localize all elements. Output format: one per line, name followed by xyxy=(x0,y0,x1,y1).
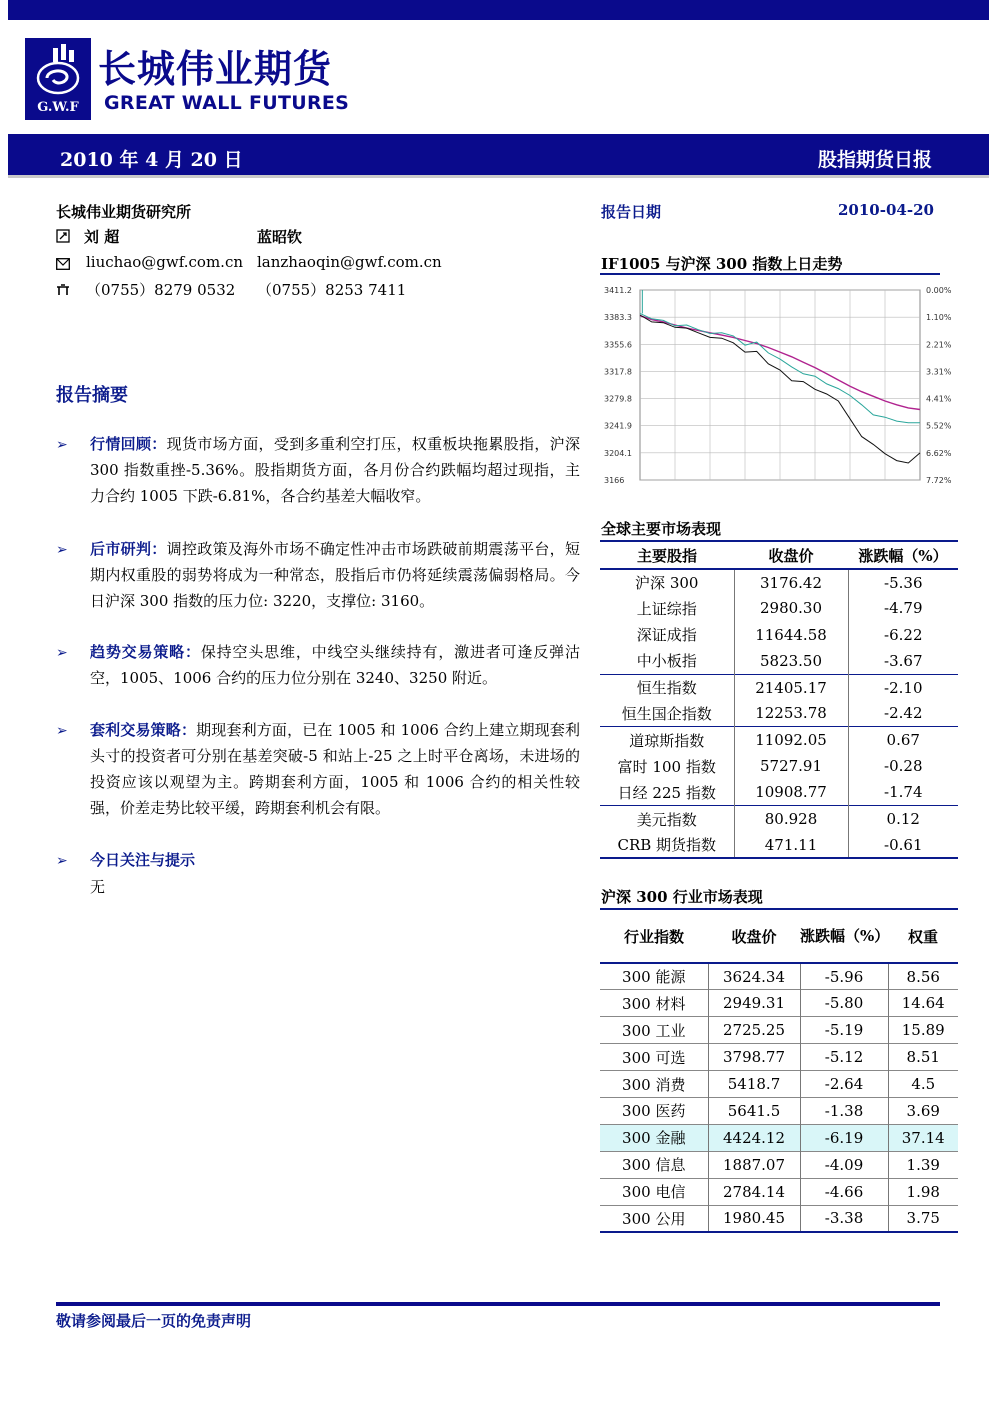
close-price: 471.11 xyxy=(734,832,848,858)
weight: 14.64 xyxy=(901,994,945,1013)
close-price: 80.928 xyxy=(734,806,848,832)
close-price: 2980.30 xyxy=(734,595,848,621)
sector-name: 300 能源 xyxy=(600,963,708,990)
change-pct: -5.19 xyxy=(800,1017,888,1044)
bullet-arrow-icon: ➢ xyxy=(56,723,68,739)
sector-name: 300 工业 xyxy=(600,1017,708,1044)
company-name-cn: 长城伟业期货 xyxy=(98,47,333,91)
weight: 1.98 xyxy=(906,1182,940,1201)
index-name: CRB 期货指数 xyxy=(600,832,734,858)
logo-badge xyxy=(25,38,91,120)
table-row xyxy=(600,595,958,621)
change-pct: -2.64 xyxy=(800,1071,888,1098)
author-1: 刘 超 xyxy=(84,228,120,246)
close-price: 1887.07 xyxy=(708,1151,800,1178)
close-price: 11092.05 xyxy=(734,727,848,753)
change-pct: -4.79 xyxy=(884,599,923,618)
index-name: 深证成指 xyxy=(600,622,734,648)
table-row xyxy=(600,1124,958,1151)
table-row xyxy=(600,1151,958,1178)
summary-item-outlook: 后市研判：调控政策及海外市场不确定性冲击市场跌破前期震荡平台，短期内权重股的弱势将成为一种常态，股指后市仍将延续震荡偏弱格局。今日沪深 300 指数的压力位: 3220，支撑位: 3160。 xyxy=(90,540,580,610)
report-date-value: 2010-04-20 xyxy=(838,201,934,219)
summary-title: 报告摘要 xyxy=(56,385,128,406)
close-price: 5418.7 xyxy=(708,1071,800,1098)
close-price: 2725.25 xyxy=(708,1017,800,1044)
y-left-tick-label: 3166 xyxy=(604,476,625,485)
weight: 4.5 xyxy=(911,1075,936,1093)
y-right-tick-label: 6.62% xyxy=(926,448,952,458)
disclaimer-note: 敬请参阅最后一页的免责声明 xyxy=(56,1312,252,1330)
table-row xyxy=(600,622,958,648)
change-pct: -4.09 xyxy=(800,1151,888,1178)
y-left-tick-label: 3411.2 xyxy=(604,286,632,295)
bullet-arrow-icon: ➢ xyxy=(56,437,68,453)
y-right-tick-label: 2.21% xyxy=(926,340,952,350)
change-pct: -2.10 xyxy=(884,678,923,697)
intraday-chart xyxy=(600,280,956,486)
close-price: 2784.14 xyxy=(708,1178,800,1205)
summary-item-trend: 趋势交易策略：保持空头思维，中线空头继续持有，激进者可逢反弹沽空，1005、1006 合约的压力位分别在 3240、3250 附近。 xyxy=(90,643,580,687)
y-right-tick-label: 5.52% xyxy=(926,421,952,431)
weight: 37.14 xyxy=(901,1128,945,1147)
phone-1: （0755）8279 0532 xyxy=(86,281,236,299)
y-left-tick-label: 3317.8 xyxy=(604,367,632,377)
index-name: 沪深 300 xyxy=(600,569,734,595)
change-pct: -5.36 xyxy=(884,573,923,592)
table-row xyxy=(600,727,958,753)
global-market-title: 全球主要市场表现 xyxy=(601,520,722,538)
change-pct: -5.12 xyxy=(800,1044,888,1071)
y-left-tick-label: 3279.8 xyxy=(604,394,632,404)
y-right-tick-label: 7.72% xyxy=(926,476,952,485)
chart-title: IF1005 与沪深 300 指数上日走势 xyxy=(601,255,843,273)
y-right-tick-label: 1.10% xyxy=(926,313,952,323)
table-row xyxy=(600,806,958,832)
change-pct: -3.67 xyxy=(884,651,923,670)
table-row xyxy=(600,1044,958,1071)
y-left-tick-label: 3383.3 xyxy=(604,313,632,323)
email-1[interactable]: liuchao@gwf.com.cn xyxy=(86,253,244,271)
index-name: 日经 225 指数 xyxy=(600,779,734,805)
index-name: 上证综指 xyxy=(600,595,734,621)
close-price: 3176.42 xyxy=(734,569,848,595)
index-name: 富时 100 指数 xyxy=(600,753,734,779)
change-pct: -0.61 xyxy=(884,835,923,854)
change-pct: 0.12 xyxy=(886,810,920,829)
weight: 1.39 xyxy=(906,1155,940,1174)
change-pct: -4.66 xyxy=(800,1178,888,1205)
close-price: 1980.45 xyxy=(708,1205,800,1232)
sector-name: 300 公用 xyxy=(600,1205,708,1232)
table-row xyxy=(600,1097,958,1124)
table-row xyxy=(600,963,958,990)
col-header: 行业指数 xyxy=(623,927,684,946)
change-pct: -1.74 xyxy=(884,783,923,802)
y-left-tick-label: 3204.1 xyxy=(604,448,632,458)
report-date-label: 报告日期 xyxy=(601,203,662,221)
table-row xyxy=(600,779,958,805)
table-row xyxy=(600,1205,958,1232)
close-price: 10908.77 xyxy=(734,779,848,805)
y-left-tick-label: 3241.9 xyxy=(604,421,632,431)
change-pct: -1.38 xyxy=(800,1097,888,1124)
table-row xyxy=(600,674,958,700)
summary-item-arbitrage: 套利交易策略：期现套利方面，已在 1005 和 1006 合约上建立期现套利头寸的投资者可分别在基差突破-5 和站上-25 之上时平仓离场，未进场的投资应该以观望为主。跨期套利方面，1005 和 1006 合约的相关性较强，价差走势比较平缓，跨期套利机会有限。 xyxy=(90,721,580,817)
top-bar xyxy=(8,0,989,20)
change-pct: -5.80 xyxy=(800,990,888,1017)
close-price: 5823.50 xyxy=(734,648,848,674)
email-2[interactable]: lanzhaoqin@gwf.com.cn xyxy=(257,253,442,271)
close-price: 4424.12 xyxy=(708,1124,800,1151)
global-market-table xyxy=(600,540,958,859)
table-row xyxy=(600,569,958,595)
report-date-header: 2010 年 4 月 20 日 xyxy=(60,149,243,171)
sector-table xyxy=(600,908,958,1233)
sector-name: 300 材料 xyxy=(600,990,708,1017)
close-price: 11644.58 xyxy=(734,622,848,648)
col-header: 收盘价 xyxy=(731,927,777,946)
col-header: 涨跌幅（%） xyxy=(858,546,948,565)
focus-label: 今日关注与提示 xyxy=(90,851,196,869)
institute-name: 长城伟业期货研究所 xyxy=(56,203,192,221)
sector-name: 300 信息 xyxy=(600,1151,708,1178)
sector-name: 300 可选 xyxy=(600,1044,708,1071)
table-row xyxy=(600,700,958,726)
focus-text: 无 xyxy=(90,878,106,896)
y-right-tick-label: 3.31% xyxy=(926,367,952,377)
change-pct: -6.19 xyxy=(800,1124,888,1151)
phone-2: （0755）8253 7411 xyxy=(257,281,407,299)
weight: 8.51 xyxy=(906,1048,940,1067)
col-header: 收盘价 xyxy=(768,546,814,565)
index-name: 中小板指 xyxy=(600,648,734,674)
company-name-en: GREAT WALL FUTURES xyxy=(104,92,350,114)
y-left-tick-label: 3355.6 xyxy=(604,340,632,350)
close-price: 12253.78 xyxy=(734,700,848,726)
table-row xyxy=(600,648,958,674)
change-pct: -0.28 xyxy=(884,757,923,776)
col-header: 主要股指 xyxy=(636,546,697,565)
report-type: 股指期货日报 xyxy=(817,149,932,171)
bullet-arrow-icon: ➢ xyxy=(56,853,68,869)
change-pct: -5.96 xyxy=(800,963,888,990)
table-row xyxy=(600,832,958,858)
close-price: 5641.5 xyxy=(708,1097,800,1124)
author-icon xyxy=(56,228,70,247)
close-price: 3624.34 xyxy=(708,963,800,990)
weight: 3.75 xyxy=(906,1209,940,1228)
phone-icon xyxy=(56,281,70,300)
index-name: 道琼斯指数 xyxy=(600,727,734,753)
index-name: 美元指数 xyxy=(600,806,734,832)
y-right-tick-label: 0.00% xyxy=(926,286,952,295)
logo-badge-text: G.W.F xyxy=(37,100,79,115)
summary-item-review: 行情回顾：现货市场方面，受到多重利空打压，权重板块拖累股指，沪深 300 指数重挫-5.36%。股指期货方面，各月份合约跌幅均超过现指，主力合约 1005 下跌-6.81%，各合约基差大幅收窄。 xyxy=(90,435,580,505)
close-price: 5727.91 xyxy=(734,753,848,779)
sector-name: 300 电信 xyxy=(600,1178,708,1205)
footer-divider xyxy=(56,1302,940,1306)
bullet-arrow-icon: ➢ xyxy=(56,645,68,661)
weight: 3.69 xyxy=(906,1101,940,1120)
sector-name: 300 消费 xyxy=(600,1071,708,1098)
weight: 8.56 xyxy=(906,967,940,986)
col-header: 涨跌幅（%） xyxy=(800,927,890,945)
email-icon xyxy=(56,255,70,274)
weight: 15.89 xyxy=(901,1021,945,1040)
change-pct: -6.22 xyxy=(884,625,923,644)
author-2: 蓝昭钦 xyxy=(257,228,303,246)
table-row xyxy=(600,1071,958,1098)
table-row xyxy=(600,1178,958,1205)
close-price: 2949.31 xyxy=(708,990,800,1017)
table-row xyxy=(600,1017,958,1044)
close-price: 21405.17 xyxy=(734,674,848,700)
index-name: 恒生指数 xyxy=(600,674,734,700)
chart-title-underline xyxy=(600,273,940,275)
change-pct: 0.67 xyxy=(886,731,920,750)
table-row xyxy=(600,990,958,1017)
sector-title: 沪深 300 行业市场表现 xyxy=(601,888,763,906)
sector-name: 300 金融 xyxy=(600,1124,708,1151)
col-header: 权重 xyxy=(907,927,938,946)
index-name: 恒生国企指数 xyxy=(600,700,734,726)
change-pct: -3.38 xyxy=(800,1205,888,1232)
sector-name: 300 医药 xyxy=(600,1097,708,1124)
change-pct: -2.42 xyxy=(884,704,923,723)
bullet-arrow-icon: ➢ xyxy=(56,542,68,558)
table-row xyxy=(600,753,958,779)
close-price: 3798.77 xyxy=(708,1044,800,1071)
y-right-tick-label: 4.41% xyxy=(926,394,952,404)
